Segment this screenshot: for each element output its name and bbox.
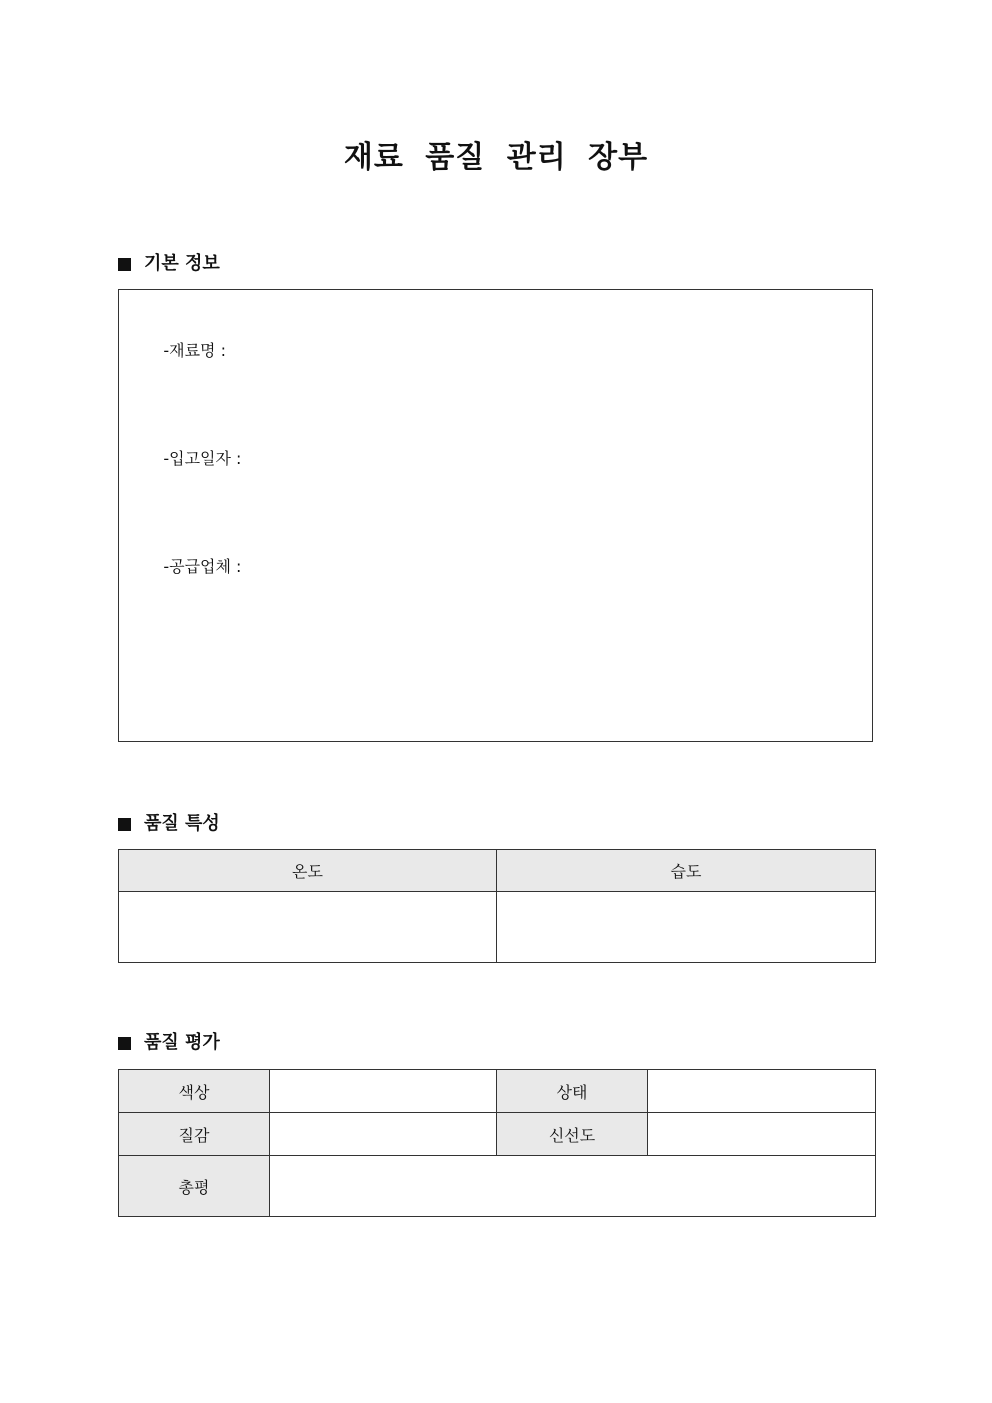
quality-evaluation-table [118, 1069, 876, 1217]
color-label-cell: 색상 [119, 1070, 270, 1113]
texture-value-cell[interactable] [270, 1113, 497, 1156]
condition-value-cell[interactable] [648, 1070, 876, 1113]
document-title: 재료 품질 관리 장부 [343, 140, 649, 175]
temperature-value-cell[interactable] [119, 892, 497, 963]
receipt-date-label: -입고일자 : [163, 449, 242, 468]
basic-info-box[interactable] [118, 289, 873, 742]
supplier-field[interactable] [143, 526, 848, 634]
supplier-label: -공급업체 : [163, 557, 242, 576]
section-heading-quality-characteristics [118, 812, 220, 836]
texture-label-cell: 질감 [119, 1113, 270, 1156]
section-heading-label: 기본 정보 [144, 253, 220, 274]
material-name-label: -재료명 : [163, 341, 226, 360]
black-square-icon [118, 1037, 131, 1050]
freshness-label-cell: 신선도 [497, 1113, 648, 1156]
section-heading-quality-evaluation [118, 1031, 220, 1055]
humidity-value-cell[interactable] [497, 892, 876, 963]
color-value-cell[interactable] [270, 1070, 497, 1113]
quality-characteristics-table [118, 849, 876, 963]
black-square-icon [118, 258, 131, 271]
humidity-header: 습도 [497, 850, 876, 892]
section-heading-label: 품질 특성 [144, 813, 220, 834]
material-name-field[interactable] [143, 310, 848, 418]
section-heading-label: 품질 평가 [144, 1032, 220, 1053]
section-heading-basic-info [118, 252, 220, 276]
receipt-date-field[interactable] [143, 418, 848, 526]
freshness-value-cell[interactable] [648, 1113, 876, 1156]
condition-label-cell: 상태 [497, 1070, 648, 1113]
summary-value-cell[interactable] [270, 1156, 876, 1217]
black-square-icon [118, 818, 131, 831]
temperature-header: 온도 [119, 850, 497, 892]
summary-label-cell: 총평 [119, 1156, 270, 1217]
